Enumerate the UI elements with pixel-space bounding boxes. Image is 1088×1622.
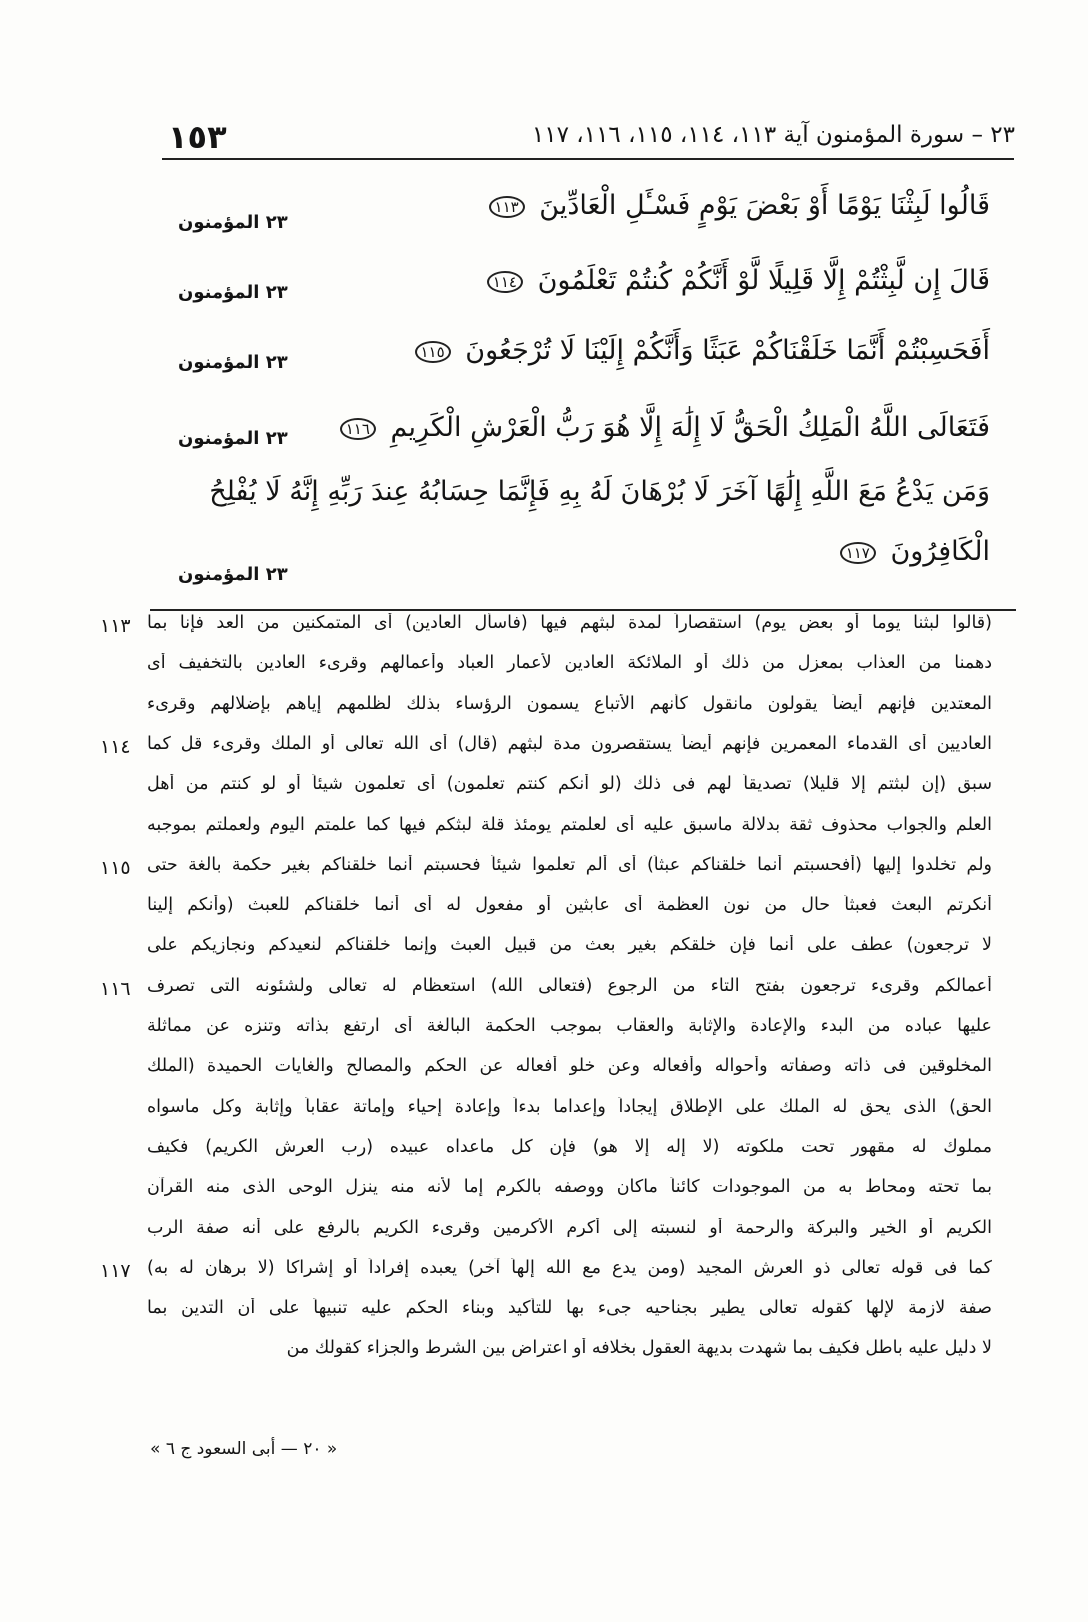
commentary-line: العلم والجواب محذوف ثقة بدلالة ماسبق عليه أى لعلمتم يومئذ قلة لبثكم فيها كما علمتم اليوم ولعملتم بموجبه: [147, 815, 992, 835]
commentary-line: المعتدين فإنهم أيضاً يقولون مانقول كأنهم الأتباع يسمون الرؤساء بذلك لظلمهم إياهم بإضلالهم وقرىء: [147, 694, 992, 714]
verse-text: قَالَ إِن لَّبِثْتُمْ إِلَّا قَلِيلًا لَّوْ أَنَّكُمْ كُنتُمْ تَعْلَمُونَ: [537, 265, 990, 296]
verse-reference: ٢٣ المؤمنون: [178, 212, 288, 233]
commentary-line: لا ترجعون) عطف على أنما فإن خلقكم بغير بعث من قبيل العبث وإنما خلقناكم لنعيدكم ونجازيكم على: [147, 935, 992, 955]
verses-commentary-divider: [150, 609, 1016, 611]
commentary-line: دهمنا من العذاب بمعزل من ذلك أو الملائكة العادين لأعمار العباد وأعمالهم وقرىء العادين بالتخفيف أى: [147, 653, 992, 673]
page-number: ١٥٣: [168, 118, 227, 156]
verse-117-line-2: [840, 536, 990, 567]
margin-verse-number: ١١٦: [100, 978, 131, 1000]
running-title: ٢٣ – سورة المؤمنون آية ١١٣، ١١٤، ١١٥، ١١٦، ١١٧: [531, 122, 1015, 148]
commentary-line: بما تحته ومحاط به من الموجودات كائناً ماكان ووصفه بالكرم إما لأنه منه ينزل الوحى الذى منه القرآن: [147, 1177, 992, 1197]
verse-number-marker: ١١٦: [340, 418, 376, 440]
verse-reference: ٢٣ المؤمنون: [178, 352, 288, 373]
commentary-line: سبق (إن لبثتم إلا قليلا) تصديقاً لهم فى ذلك (لو أنكم كنتم تعلمون) أى تعلمون شيئاً أو لو كنتم من أهل: [147, 774, 992, 794]
verse-number-marker: ١١٧: [840, 542, 876, 564]
verse-number-marker: ١١٥: [415, 341, 451, 363]
verse-text: قَالُوا لَبِثْنَا يَوْمًا أَوْ بَعْضَ يَوْمٍ فَسْـَٔلِ الْعَادِّينَ: [539, 190, 990, 221]
verse-116: [340, 412, 990, 443]
verse-text: وَمَن يَدْعُ مَعَ اللَّهِ إِلَٰهًا آخَرَ لَا بُرْهَانَ لَهُ بِهِ فَإِنَّمَا حِسَابُهُ عِندَ رَبِّهِ إِنَّهُ لَا يُفْلِحُ: [209, 476, 990, 507]
verse-reference: ٢٣ المؤمنون: [178, 282, 288, 303]
verse-text: الْكَافِرُونَ: [890, 536, 990, 567]
verse-text: أَفَحَسِبْتُمْ أَنَّمَا خَلَقْنَاكُمْ عَبَثًا وَأَنَّكُمْ إِلَيْنَا لَا تُرْجَعُونَ: [465, 335, 990, 366]
commentary-line: مملوك له مقهور تحت ملكوته (لا إله إلا هو) فإن كل ماعداه عبيده (رب العرش الكريم) فكيف: [147, 1137, 992, 1157]
commentary-line: الكريم أو الخير والبركة والرحمة أو لنسبته إلى أكرم الأكرمين وقرىء الكريم بالرفع على أنه صفة الرب: [147, 1218, 992, 1238]
verse-reference: ٢٣ المؤمنون: [178, 428, 288, 449]
commentary-line: المخلوقين فى ذاته وصفاته وأحواله وأفعاله وعن خلو أفعاله عن الحكم والمصالح والغايات الحميدة (الملك: [147, 1056, 992, 1076]
verse-number-marker: ١١٤: [487, 271, 523, 293]
margin-verse-number: ١١٤: [100, 736, 131, 758]
page-footer: « ٢٠ — أبى السعود ج ٦ »: [150, 1439, 338, 1459]
verse-reference: ٢٣ المؤمنون: [178, 564, 288, 585]
verse-117-line-1: [209, 476, 990, 507]
verse-113: [489, 190, 990, 221]
commentary-line: الحق) الذى يحق له الملك على الإطلاق إيجاداً وإعداما بدءاً وإعادة إحياء وإماتة عقاباً وإثابة وكل ماسواه: [147, 1097, 992, 1117]
header-divider: [162, 158, 1014, 160]
verse-text: فَتَعَالَى اللَّهُ الْمَلِكُ الْحَقُّ لَا إِلَٰهَ إِلَّا هُوَ رَبُّ الْعَرْشِ الْكَرِيمِ: [390, 412, 990, 443]
commentary-line: (قالوا لبثنا يوما أو بعض يوم) استقصاراً لمدة لبثهم فيها (فاسأل العادين) أى المتمكنين من العد فإنا بما: [147, 613, 992, 633]
commentary-line: العاديين أى القدماء المعمرين فإنهم أيضاً يستقصرون مدة لبثهم (قال) أى الله تعالى أو الملك وقرىء قل كما: [147, 734, 992, 754]
verse-114: [487, 265, 990, 296]
commentary-line: كما فى قوله تعالى ذو العرش المجيد (ومن يدع مع الله إلهاً آخر) يعبده إفراداً أو إشراكا (لا برهان له به): [147, 1258, 992, 1278]
verse-number-marker: ١١٣: [489, 196, 525, 218]
margin-verse-number: ١١٥: [100, 857, 131, 879]
commentary-line: عليها عباده من البدء والإعادة والإثابة والعقاب بموجب الحكمة البالغة أى ارتفع بذاته وتنزه عن مماثلة: [147, 1016, 992, 1036]
commentary-line: أنكرتم البعث فعبثاً حال من نون العظمة أى عابثين أو مفعول له أى أنما خلقناكم للعبث (وأنكم إلينا: [147, 895, 992, 915]
commentary-line: لا دليل عليه باطل فكيف بما شهدت بديهة العقول بخلافه أو اعتراض بين الشرط والجزاء كقولك من: [286, 1338, 992, 1358]
commentary-line: صفة لازمة لإلها كقوله تعالى يطير بجناحيه جىء بها للتأكيد وبناء الحكم عليه تنبيهاً على أن التدين بما: [147, 1298, 992, 1318]
margin-verse-number: ١١٧: [100, 1260, 131, 1282]
margin-verse-number: ١١٣: [100, 615, 131, 637]
commentary-line: أعمالكم وقرىء ترجعون بفتح التاء من الرجوع (فتعالى الله) استعظام له تعالى ولشئونه التى تصرف: [147, 976, 992, 996]
verse-115: [415, 335, 991, 366]
commentary-line: ولم تخلدوا إليها (أفحسبتم أنما خلقناكم عبثاً) أى ألم تعلموا شيئاً فحسبتم أنما خلقناكم بغير حكمة بالغة حتى: [147, 855, 992, 875]
